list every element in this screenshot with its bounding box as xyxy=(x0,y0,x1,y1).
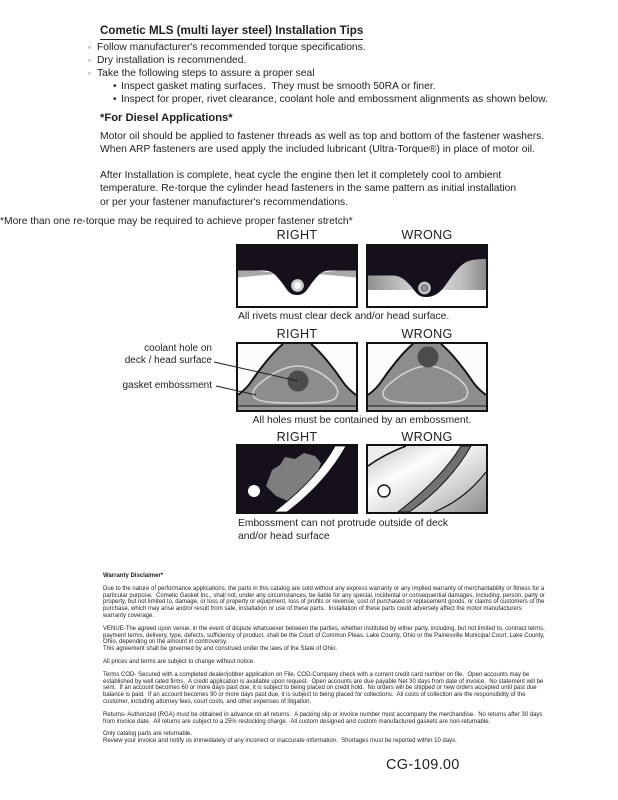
installation-tips-list xyxy=(88,41,548,106)
wrong-label: WRONG xyxy=(401,228,453,242)
diagram-protrusion-right xyxy=(236,444,358,514)
diagram-rivet-right xyxy=(236,244,358,308)
list-item xyxy=(88,41,548,54)
gasket-embossment-annotation: gasket embossment xyxy=(122,380,212,391)
paragraph-line: When ARP fasteners are used apply the included lubricant (Ultra-Torque®) in place of motor oil. xyxy=(100,144,535,156)
circle-bullet-icon: ◦ xyxy=(88,55,92,65)
coolant-hole xyxy=(418,347,439,368)
dot-bullet-icon: • xyxy=(113,94,117,105)
diagram-protrusion-wrong xyxy=(366,444,488,514)
warranty-paragraph: VENUE-The agreed upon venue, in the event of dispute whatsoever between the parties, whether instituted by either party, including, but not limited to, contract terms, payment terms, delivery, type, defects, sufficiency of product, shall be the Court of Common Pleas, Lake County, Ohio or the Painesville Municipal Court, Lake County, Ohio, depending on the amount in controversy. xyxy=(103,625,547,646)
page-title-text: Cometic MLS (multi layer steel) Installation Tips xyxy=(100,24,363,40)
paragraph-line: After Installation is complete, heat cycle the engine then let it completely cool to ambient xyxy=(100,170,502,181)
annotation-line: coolant hole on xyxy=(144,343,212,354)
list-item xyxy=(113,80,548,93)
diesel-applications-heading: *For Diesel Applications* xyxy=(100,112,233,124)
diesel-paragraph-2 xyxy=(100,169,516,209)
caption-line: and/or head surface xyxy=(238,531,330,542)
annotation-line: deck / head surface xyxy=(124,354,212,366)
protrusion-wrong-drawing xyxy=(368,446,486,512)
bolt-hole xyxy=(248,485,260,497)
protrusion-caption xyxy=(238,517,448,543)
right-label: RIGHT xyxy=(276,327,318,341)
list-item-text: Inspect for proper, rivet clearance, coolant hole and embossment alignments as shown below. xyxy=(121,94,548,105)
list-item-text: Dry installation is recommended. xyxy=(97,55,247,66)
warranty-heading: Warranty Disclaimer* xyxy=(103,573,164,579)
warranty-paragraph: Review your invoice and notify us immediately of any incorrect or inaccurate information. Shortages must be reported within 10 days. xyxy=(103,738,457,745)
wrong-label: WRONG xyxy=(401,327,453,341)
diesel-paragraph-1 xyxy=(100,130,544,157)
warranty-paragraph: All prices and terms are subject to change without notice. xyxy=(103,658,255,665)
list-item xyxy=(113,93,548,106)
embossment-caption: All holes must be contained by an embossment. xyxy=(252,415,472,426)
circle-bullet-icon: ◦ xyxy=(88,68,92,78)
protrusion-right-drawing xyxy=(238,446,356,512)
right-label: RIGHT xyxy=(276,430,318,444)
paragraph-line: temperature. Re-torque the cylinder head fasteners in the same pattern as initial installation xyxy=(100,183,517,195)
rivet-wrong-drawing xyxy=(368,246,486,306)
rivet-caption: All rivets must clear deck and/or head surface. xyxy=(238,311,450,322)
warranty-paragraph: Only catalog parts are returnable. xyxy=(103,731,193,738)
warranty-paragraph: Returns- Authorized (RGA) must be obtained in advance on all returns. A packing slip or invoice number must accompany the merchandise. No returns after 30 days from invoice date. All returns are subject to a 25% restocking charge. All custom designed and custom manufactured gaskets are non-returnable. xyxy=(103,711,545,725)
right-label: RIGHT xyxy=(276,228,318,242)
list-item-text: Inspect gasket mating surfaces. They must be smooth 50RA or finer. xyxy=(121,81,436,92)
wrong-label: WRONG xyxy=(401,430,453,444)
annotation-leader-lines xyxy=(90,335,410,415)
paragraph-line: or per your fastener manufacturer's recommendations. xyxy=(100,196,349,208)
retorque-note: *More than one re-torque may be required to achieve proper fastener stretch* xyxy=(0,216,353,227)
bolt-hole xyxy=(378,485,390,497)
list-item-text: Follow manufacturer's recommended torque specifications. xyxy=(97,42,366,53)
circle-bullet-icon: ◦ xyxy=(88,42,92,52)
page-code: CG-109.00 xyxy=(386,757,460,773)
warranty-paragraph: Terms COD- Secured with a completed dealer/jobber application on File, COD-Company check with a current credit card number on file. Open accounts may be established by well rated firms. A credit application is available upon request. Open accounts are due payable Net 30 days from date of invoice. No statement will be sent. If an account becomes 60 or more days past due, it is subject to being placed on credit hold. No orders will be shipped or new orders accepted until past due balance is paid. If an account becomes 90 or more days past due, it is subject to being placed for collections. All costs of collection are the responsibility of the customer, including attorney fees, court costs, and other expenses of litigation. xyxy=(103,671,545,705)
caption-line: Embossment can not protrude outside of deck xyxy=(238,518,449,529)
list-item xyxy=(88,54,548,67)
warranty-paragraph: Due to the nature of performance applications, the parts in this catalog are sold without any express warranty or any implied warranty of merchantability or fitness for a particular purpose. Cometic Gasket Inc., shall not, under any circumstances, be liable for any special, incidental or consequential damages, including, person, party or property, but not limited to, damage, or loss of property or equipment, loss of profits or revenue, cost of purchased or replacement goods, or claims of customers of the purchase, which may arise and/or result from sale, installation or use of these parts. Installation of these parts could adversely affect the motor manufacturers warranty coverage. xyxy=(103,585,547,619)
list-item-text: Take the following steps to assure a proper seal xyxy=(97,68,315,79)
diagram-rivet-wrong xyxy=(366,244,488,308)
warranty-disclaimer xyxy=(103,573,545,745)
list-item xyxy=(88,67,548,80)
paragraph-line: Motor oil should be applied to fastener threads as well as top and bottom of the fastener washers. xyxy=(100,131,545,142)
dot-bullet-icon: • xyxy=(113,81,117,92)
rivet-right-drawing xyxy=(238,246,356,306)
warranty-paragraph: This agreement shall be governed by and construed under the laws of the State of Ohio. xyxy=(103,646,338,653)
page-title xyxy=(100,24,363,40)
